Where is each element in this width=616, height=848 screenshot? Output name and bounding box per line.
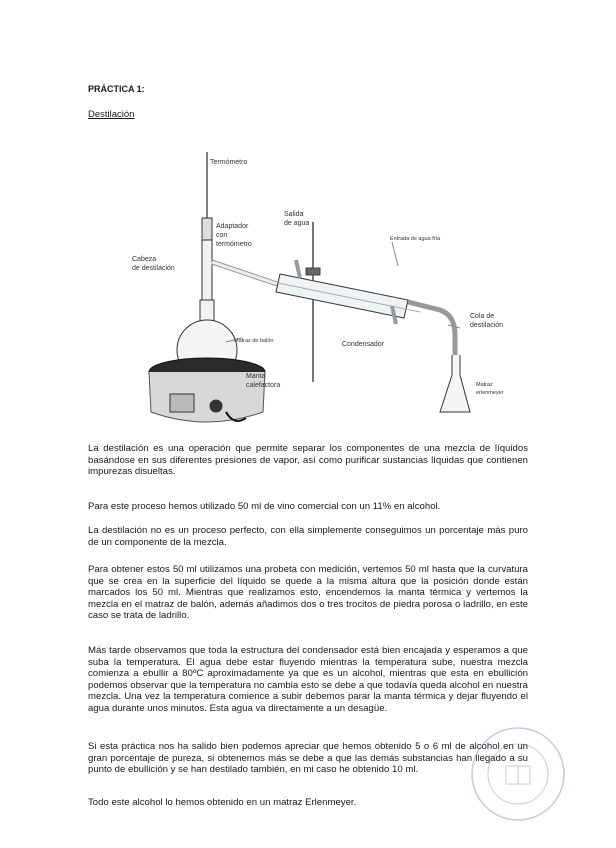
paragraph-procedure: Para obtener estos 50 ml utilizamos una probeta con medición, vertemos 50 ml hasta que la curvatura que se crea en la superficie del líquido se quede a la misma altura que la posición donde están marcados los 50 ml. Mientras que realizamos esto, encendemos la manta térmica y vertemos la mezcla en el matraz de balón, además añadimos dos o tres trocitos de piedra porosa o ladrillo, en este caso se trata de ladrillo.	[88, 564, 528, 622]
label-water-out-1: Salida	[284, 211, 304, 218]
paragraph-sample: Para este proceso hemos utilizado 50 ml de vino comercial con un 11% en alcohol.	[88, 501, 441, 512]
label-adapter-2: con	[216, 232, 228, 239]
section-title: Destilación	[88, 109, 135, 120]
paragraph-observation: Más tarde observamos que toda la estructura del condensador está bien encajada y esperamos a que suba la temperatura. El agua debe estar fluyendo mientras la temperatura sube, nuestra mezcla comienza a ebullir a 80ºC aproximadamente ya que es un alcohol, mientras que esta en ebullición podemos observar que la temperatura no cambia esto se debe a que todavía queda alcohol en nuestra mezcla. Una vez la temperatura comience a subir debemos parar la manta térmica y dejar fluyendo el agua durante unos minutos. Esta agua va directamente a un desagüe.	[88, 645, 528, 714]
distillation-diagram	[130, 150, 520, 432]
label-tail-2: destilación	[470, 322, 504, 329]
label-head-2: de destilación	[132, 265, 175, 272]
label-condenser: Condensador	[342, 341, 385, 348]
paragraph-results: Si esta práctica nos ha salido bien podemos apreciar que hemos obtenido 5 o 6 ml de alcohol en un gran porcentaje de pureza, si obtenemos más se debe a que las demás substancias han llegado a su punto de ebullición y se han destilado también, en mi caso he obtenido 10 ml.	[88, 741, 528, 776]
label-round-flask: Matraz de balón	[234, 338, 274, 344]
label-water-out-2: de agua	[284, 220, 310, 227]
label-erlenmeyer-1: Matraz	[476, 382, 493, 388]
label-adapter-3: termómetro	[216, 241, 252, 248]
label-erlenmeyer-2: erlenmeyer	[476, 390, 504, 396]
paragraph-conclusion: Todo este alcohol lo hemos obtenido en un matraz Erlenmeyer.	[88, 797, 357, 808]
label-adapter-1: Adaptador	[216, 223, 249, 230]
practice-title: PRÁCTICA 1:	[88, 84, 145, 94]
university-seal	[468, 724, 568, 824]
label-thermometer: Termómetro	[210, 159, 248, 166]
label-mantle-1: Manta	[246, 373, 266, 380]
label-tail-1: Cola de	[470, 313, 495, 320]
paragraph-intro: La destilación es una operación que permite separar los componentes de una mezcla de líquidos basándose en sus diferentes presiones de vapor, así como purificar sustancias líquidas que contienen impurezas disueltas.	[88, 443, 528, 478]
label-water-in: Entrada de agua fría	[390, 236, 441, 242]
label-mantle-2: calefactora	[246, 382, 281, 389]
paragraph-imperfect: La destilación no es un proceso perfecto, con ella simplemente conseguimos un porcentaje más puro de un componente de la mezcla.	[88, 525, 528, 548]
label-head-1: Cabeza	[132, 256, 157, 263]
